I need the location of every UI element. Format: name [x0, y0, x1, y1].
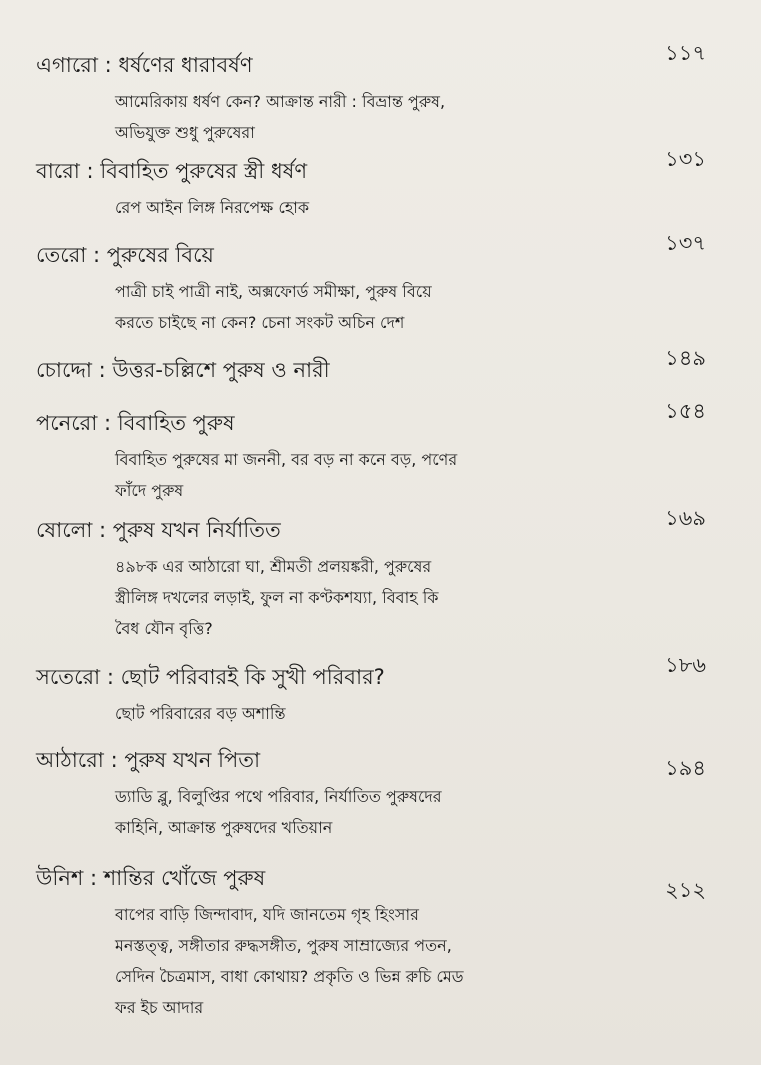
chapter-page-number: ১১৭ [665, 41, 706, 65]
chapter-title: তেরো : পুরুষের বিয়ে [36, 243, 214, 267]
chapter-description [115, 698, 545, 729]
chapter-page-number: ১৫৪ [665, 399, 706, 423]
description-line: আমেরিকায় ধর্ষণ কেন? আক্রান্ত নারী : বিভ্রান্ত পুরুষ, [115, 92, 446, 111]
description-line: স্ত্রীলিঙ্গ দখলের লড়াই, ফুল না কণ্টকশয্যা, বিবাহ কি [115, 588, 439, 607]
chapter-title: উনিশ : শান্তির খোঁজে পুরুষ [36, 866, 266, 890]
chapter-page-number: ১৯৪ [665, 756, 706, 780]
chapter-title: চোদ্দো : উত্তর-চল্লিশে পুরুষ ও নারী [36, 358, 330, 382]
chapter-title: আঠারো : পুরুষ যখন পিতা [36, 748, 261, 772]
chapter-title: সতেরো : ছোট পরিবারই কি সুখী পরিবার? [36, 665, 385, 689]
description-line: রেপ আইন লিঙ্গ নিরপেক্ষ হোক [115, 198, 310, 217]
description-line: বৈধ যৌন বৃত্তি? [115, 619, 213, 638]
description-line: করতে চাইছে না কেন? চেনা সংকট অচিন দেশ [115, 313, 405, 332]
chapter-description [115, 276, 545, 338]
description-line: ফর ইচ আদার [115, 998, 204, 1017]
chapter-page-number: ১৪৯ [665, 346, 706, 370]
description-line: কাহিনি, আক্রান্ত পুরুষদের খতিয়ান [115, 818, 333, 837]
chapter-description [115, 899, 545, 1023]
chapter-page-number: ১৮৬ [665, 653, 706, 677]
description-line: পাত্রী চাই পাত্রী নাই, অক্সফোর্ড সমীক্ষা, পুরুষ বিয়ে [115, 282, 432, 301]
chapter-page-number: ২১২ [665, 878, 706, 902]
chapter-title: এগারো : ধর্ষণের ধারাবর্ষণ [36, 53, 253, 77]
description-line: ৪৯৮ক এর আঠারো ঘা, শ্রীমতী প্রলয়ঙ্করী, পুরুষের [115, 557, 432, 576]
description-line: বিবাহিত পুরুষের মা জননী, বর বড় না কনে বড়, পণের [115, 450, 458, 469]
chapter-description [115, 444, 545, 506]
description-line: মনস্তত্ত্ব, সঙ্গীতার রুদ্ধসঙ্গীত, পুরুষ সাম্রাজ্যের পতন, [115, 936, 452, 955]
chapter-description [115, 86, 545, 148]
chapter-description [115, 192, 545, 223]
chapter-page-number: ১৬৯ [665, 506, 706, 530]
description-line: সেদিন চৈত্রমাস, বাধা কোথায়? প্রকৃতি ও ভিন্ন রুচি মেড [115, 967, 464, 986]
chapter-page-number: ১৩১ [665, 147, 706, 171]
chapter-description [115, 781, 545, 843]
chapter-title: পনেরো : বিবাহিত পুরুষ [36, 411, 235, 435]
chapter-title: বারো : বিবাহিত পুরুষের স্ত্রী ধর্ষণ [36, 159, 308, 183]
description-line: বাপের বাড়ি জিন্দাবাদ, যদি জানতেম গৃহ হিংসার [115, 905, 419, 924]
description-line: ছোট পরিবারের বড় অশান্তি [115, 704, 286, 723]
description-line: ফাঁদে পুরুষ [115, 481, 184, 500]
description-line: ড্যাডি ব্লু, বিলুপ্তির পথে পরিবার, নির্যাতিত পুরুষদের [115, 787, 442, 806]
chapter-page-number: ১৩৭ [665, 231, 706, 255]
chapter-title: ষোলো : পুরুষ যখন নির্যাতিত [36, 518, 281, 542]
chapter-description [115, 551, 545, 644]
description-line: অভিযুক্ত শুধু পুরুষেরা [115, 123, 255, 142]
